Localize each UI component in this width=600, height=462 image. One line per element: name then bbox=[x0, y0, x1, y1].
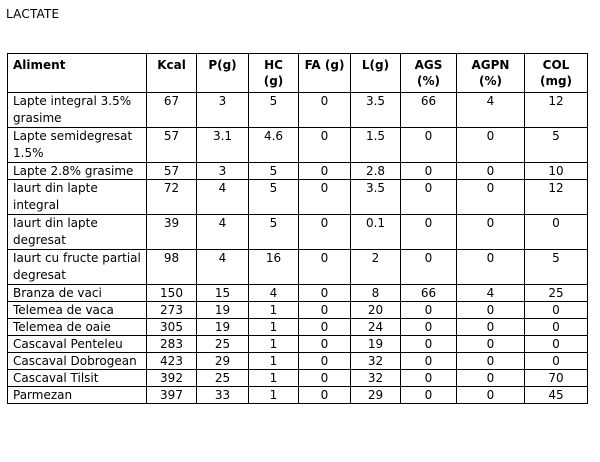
cell-cholesterol: 0 bbox=[525, 353, 588, 370]
cell-agpn: 0 bbox=[457, 250, 525, 285]
cell-lipids: 19 bbox=[351, 336, 401, 353]
cell-carbs: 1 bbox=[249, 319, 299, 336]
cell-ags: 0 bbox=[401, 336, 457, 353]
column-header-protein: P(g) bbox=[197, 54, 249, 93]
cell-protein: 25 bbox=[197, 336, 249, 353]
table-row bbox=[8, 302, 588, 319]
cell-ags: 0 bbox=[401, 180, 457, 215]
cell-cholesterol: 0 bbox=[525, 319, 588, 336]
cell-food-name: Cascaval Dobrogean bbox=[8, 353, 147, 370]
cell-carbs: 4 bbox=[249, 285, 299, 302]
table-body bbox=[8, 93, 588, 404]
cell-food-name: Cascaval Penteleu bbox=[8, 336, 147, 353]
cell-ags: 0 bbox=[401, 128, 457, 163]
cell-fiber: 0 bbox=[299, 285, 351, 302]
cell-cholesterol: 10 bbox=[525, 163, 588, 180]
cell-food-name: Cascaval Tilsit bbox=[8, 370, 147, 387]
cell-protein: 3 bbox=[197, 163, 249, 180]
table-header-row bbox=[8, 54, 588, 93]
cell-kcal: 57 bbox=[147, 128, 197, 163]
cell-agpn: 4 bbox=[457, 285, 525, 302]
cell-kcal: 39 bbox=[147, 215, 197, 250]
column-header-kcal: Kcal bbox=[147, 54, 197, 93]
cell-food-name: Iaurt din lapte integral bbox=[8, 180, 147, 215]
cell-kcal: 305 bbox=[147, 319, 197, 336]
table-row bbox=[8, 215, 588, 250]
nutrition-table bbox=[7, 53, 588, 404]
cell-protein: 3.1 bbox=[197, 128, 249, 163]
cell-kcal: 150 bbox=[147, 285, 197, 302]
cell-kcal: 57 bbox=[147, 163, 197, 180]
cell-ags: 0 bbox=[401, 353, 457, 370]
cell-kcal: 397 bbox=[147, 387, 197, 404]
cell-agpn: 0 bbox=[457, 128, 525, 163]
cell-lipids: 2.8 bbox=[351, 163, 401, 180]
table-row bbox=[8, 353, 588, 370]
cell-carbs: 5 bbox=[249, 93, 299, 128]
cell-carbs: 5 bbox=[249, 180, 299, 215]
column-header-agpn: AGPN (%) bbox=[457, 54, 525, 93]
cell-agpn: 0 bbox=[457, 163, 525, 180]
cell-lipids: 2 bbox=[351, 250, 401, 285]
cell-lipids: 3.5 bbox=[351, 180, 401, 215]
cell-kcal: 72 bbox=[147, 180, 197, 215]
cell-cholesterol: 12 bbox=[525, 180, 588, 215]
table-row bbox=[8, 285, 588, 302]
cell-protein: 3 bbox=[197, 93, 249, 128]
table-row bbox=[8, 250, 588, 285]
cell-fiber: 0 bbox=[299, 302, 351, 319]
table-row bbox=[8, 163, 588, 180]
cell-cholesterol: 0 bbox=[525, 336, 588, 353]
cell-carbs: 1 bbox=[249, 353, 299, 370]
cell-food-name: Telemea de vaca bbox=[8, 302, 147, 319]
column-header-cholesterol: COL (mg) bbox=[525, 54, 588, 93]
column-header-fiber: FA (g) bbox=[299, 54, 351, 93]
cell-ags: 0 bbox=[401, 319, 457, 336]
cell-carbs: 1 bbox=[249, 387, 299, 404]
cell-cholesterol: 70 bbox=[525, 370, 588, 387]
cell-ags: 66 bbox=[401, 285, 457, 302]
cell-ags: 0 bbox=[401, 250, 457, 285]
cell-food-name: Lapte 2.8% grasime bbox=[8, 163, 147, 180]
cell-lipids: 3.5 bbox=[351, 93, 401, 128]
cell-agpn: 0 bbox=[457, 336, 525, 353]
cell-carbs: 4.6 bbox=[249, 128, 299, 163]
cell-carbs: 5 bbox=[249, 215, 299, 250]
cell-lipids: 29 bbox=[351, 387, 401, 404]
cell-lipids: 20 bbox=[351, 302, 401, 319]
cell-protein: 33 bbox=[197, 387, 249, 404]
cell-food-name: Parmezan bbox=[8, 387, 147, 404]
cell-ags: 0 bbox=[401, 370, 457, 387]
cell-kcal: 273 bbox=[147, 302, 197, 319]
cell-fiber: 0 bbox=[299, 163, 351, 180]
cell-fiber: 0 bbox=[299, 250, 351, 285]
cell-lipids: 32 bbox=[351, 370, 401, 387]
cell-fiber: 0 bbox=[299, 353, 351, 370]
cell-agpn: 0 bbox=[457, 215, 525, 250]
cell-cholesterol: 5 bbox=[525, 128, 588, 163]
cell-agpn: 0 bbox=[457, 302, 525, 319]
cell-lipids: 1.5 bbox=[351, 128, 401, 163]
table-row bbox=[8, 336, 588, 353]
cell-protein: 15 bbox=[197, 285, 249, 302]
cell-protein: 19 bbox=[197, 302, 249, 319]
cell-protein: 4 bbox=[197, 180, 249, 215]
cell-protein: 29 bbox=[197, 353, 249, 370]
column-header-carbs: HC (g) bbox=[249, 54, 299, 93]
cell-fiber: 0 bbox=[299, 215, 351, 250]
table-row bbox=[8, 387, 588, 404]
cell-fiber: 0 bbox=[299, 336, 351, 353]
cell-kcal: 67 bbox=[147, 93, 197, 128]
table-row bbox=[8, 180, 588, 215]
column-header-aliment: Aliment bbox=[8, 54, 147, 93]
column-header-lipids: L(g) bbox=[351, 54, 401, 93]
cell-ags: 66 bbox=[401, 93, 457, 128]
cell-carbs: 16 bbox=[249, 250, 299, 285]
cell-protein: 4 bbox=[197, 215, 249, 250]
cell-agpn: 0 bbox=[457, 370, 525, 387]
cell-carbs: 5 bbox=[249, 163, 299, 180]
cell-protein: 4 bbox=[197, 250, 249, 285]
cell-ags: 0 bbox=[401, 387, 457, 404]
cell-ags: 0 bbox=[401, 163, 457, 180]
cell-food-name: Iaurt din lapte degresat bbox=[8, 215, 147, 250]
cell-cholesterol: 5 bbox=[525, 250, 588, 285]
cell-kcal: 392 bbox=[147, 370, 197, 387]
column-header-ags: AGS (%) bbox=[401, 54, 457, 93]
cell-food-name: Branza de vaci bbox=[8, 285, 147, 302]
cell-food-name: Iaurt cu fructe partial degresat bbox=[8, 250, 147, 285]
cell-fiber: 0 bbox=[299, 370, 351, 387]
cell-fiber: 0 bbox=[299, 387, 351, 404]
cell-cholesterol: 25 bbox=[525, 285, 588, 302]
cell-ags: 0 bbox=[401, 215, 457, 250]
cell-food-name: Telemea de oaie bbox=[8, 319, 147, 336]
cell-lipids: 24 bbox=[351, 319, 401, 336]
cell-kcal: 98 bbox=[147, 250, 197, 285]
cell-agpn: 0 bbox=[457, 180, 525, 215]
cell-kcal: 283 bbox=[147, 336, 197, 353]
cell-fiber: 0 bbox=[299, 128, 351, 163]
cell-carbs: 1 bbox=[249, 302, 299, 319]
cell-lipids: 32 bbox=[351, 353, 401, 370]
cell-ags: 0 bbox=[401, 302, 457, 319]
table-row bbox=[8, 128, 588, 163]
cell-kcal: 423 bbox=[147, 353, 197, 370]
cell-agpn: 0 bbox=[457, 387, 525, 404]
cell-fiber: 0 bbox=[299, 93, 351, 128]
cell-agpn: 4 bbox=[457, 93, 525, 128]
cell-agpn: 0 bbox=[457, 319, 525, 336]
cell-carbs: 1 bbox=[249, 370, 299, 387]
table-row bbox=[8, 319, 588, 336]
cell-fiber: 0 bbox=[299, 319, 351, 336]
cell-cholesterol: 12 bbox=[525, 93, 588, 128]
table-row bbox=[8, 370, 588, 387]
cell-food-name: Lapte semidegresat 1.5% bbox=[8, 128, 147, 163]
cell-lipids: 0.1 bbox=[351, 215, 401, 250]
cell-cholesterol: 0 bbox=[525, 215, 588, 250]
cell-fiber: 0 bbox=[299, 180, 351, 215]
table-row bbox=[8, 93, 588, 128]
cell-food-name: Lapte integral 3.5% grasime bbox=[8, 93, 147, 128]
cell-cholesterol: 0 bbox=[525, 302, 588, 319]
cell-protein: 19 bbox=[197, 319, 249, 336]
cell-lipids: 8 bbox=[351, 285, 401, 302]
cell-cholesterol: 45 bbox=[525, 387, 588, 404]
cell-protein: 25 bbox=[197, 370, 249, 387]
cell-carbs: 1 bbox=[249, 336, 299, 353]
page-title: LACTATE bbox=[6, 7, 60, 21]
cell-agpn: 0 bbox=[457, 353, 525, 370]
